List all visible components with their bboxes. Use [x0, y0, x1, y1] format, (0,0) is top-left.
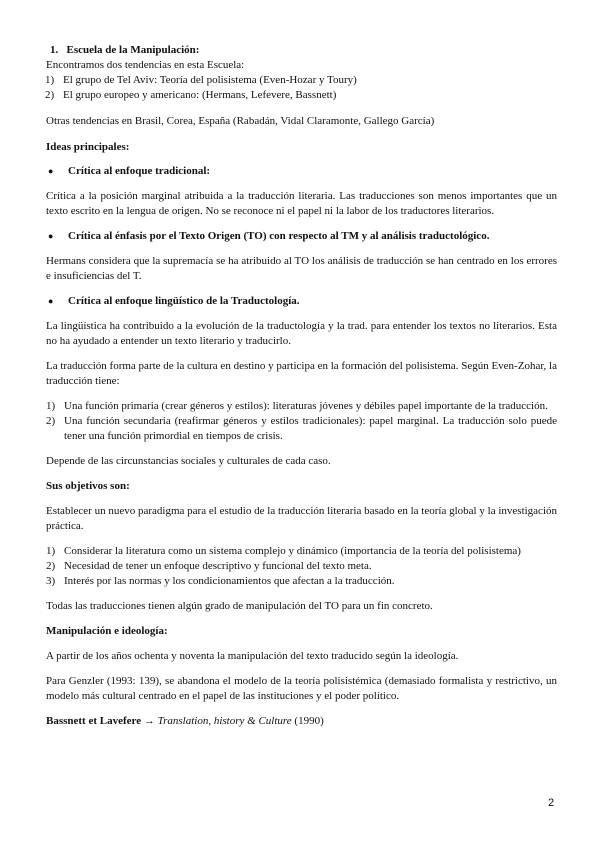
critica-heading-2: ● Crítica al énfasis por el Texto Origen (TO) con respecto al TM y al análisis traductológico.: [48, 230, 490, 242]
section-heading: [46, 43, 557, 58]
ideas-heading: Ideas principales:: [46, 141, 130, 153]
critica-body-2: Hermans considera que la supremacía se ha atribuido al TO los análisis de traducción se han centrado en los errores e insuficiencias del T.: [46, 255, 557, 282]
critica-body-3a: La lingüística ha contribuido a la evolución de la traductología y la trad. para entender los textos no literarios. Esta no ha ayudado a entender un texto literario y traducirlo.: [46, 320, 557, 347]
functions-list: [46, 399, 557, 444]
objetivos-body: Establecer un nuevo paradigma para el estudio de la traducción literaria basado en la teoría global y la investigación práctica.: [46, 505, 557, 532]
manipulacion-heading: Manipulación e ideología:: [46, 625, 168, 637]
bullet-icon: ●: [48, 231, 54, 241]
list-item: 1) El grupo de Tel Aviv: Teoría del polisistema (Even-Hozar y Toury): [45, 74, 357, 86]
critica-body-3b: La traducción forma parte de la cultura en destino y participa en la formación del polisistema. Según Even-Zohar, la traducción tiene:: [46, 360, 557, 387]
list-item: 1) Una función primaria (crear géneros y estilos): literaturas jóvenes y débiles papel importante de la traducción.: [46, 400, 548, 412]
reference-authors: Bassnett et Lavefere: [46, 715, 142, 727]
critica-body-1: Crítica a la posición marginal atribuida a la traducción literaria. Las traducciones son menos importantes que un texto escrito en la lengua de origen. No se reconoce ni el papel ni la labor de los traductores literarios.: [46, 190, 557, 217]
reference-year: (1990): [294, 715, 324, 727]
list-item: 2) El grupo europeo y americano: (Hermans, Lefevere, Bassnett): [45, 89, 337, 101]
section-number: 1.: [50, 44, 59, 56]
list-item: 1) Considerar la literatura como un sistema complejo y dinámico (importancia de la teoría del polisistema): [46, 545, 521, 557]
objetivos-heading: Sus objetivos son:: [46, 480, 130, 492]
depends-text: Depende de las circunstancias sociales y culturales de cada caso.: [46, 455, 331, 467]
reference-line: [46, 714, 557, 729]
list-item: 2) Necesidad de tener un enfoque descriptivo y funcional del texto meta.: [46, 560, 372, 572]
list-item: 3) Interés por las normas y los condicionamientos que afectan a la traducción.: [46, 575, 395, 587]
all-translations-text: Todas las traducciones tienen algún grado de manipulación del TO para un fin concreto.: [46, 600, 433, 612]
bullet-icon: ●: [48, 166, 54, 176]
page-number: 2: [548, 797, 555, 809]
reference-title: Translation, history & Culture: [157, 715, 292, 727]
manipulacion-body-1: A partir de los años ochenta y noventa la manipulación del texto traducido según la ideología.: [46, 650, 459, 662]
critica-heading-3: ● Crítica al enfoque lingüístico de la Traductología.: [48, 295, 300, 307]
arrow-icon: →: [143, 715, 155, 727]
manipulacion-body-2: Para Genzler (1993: 139), se abandona el modelo de la teoría polisistémica (demasiado formalista y restrictivo, un modelo más cultural centrado en el papel de las instituciones y el poder político.: [46, 675, 557, 702]
bullet-icon: ●: [48, 296, 54, 306]
objetivos-list: [46, 544, 557, 589]
other-tendencies-text: Otras tendencias en Brasil, Corea, España (Rabadán, Vidal Claramonte, Gallego García): [46, 115, 435, 127]
list-item: 2) Una función secundaria (reafirmar géneros y estilos tradicionales): papel marginal. La traducción solo puede tener una función primordial en tiempos de crisis.: [46, 415, 557, 442]
intro-text: Encontramos dos tendencias en esta Escuela:: [46, 59, 245, 71]
page-content: [46, 43, 557, 729]
tendencies-list: [45, 73, 557, 103]
section-title: Escuela de la Manipulación:: [66, 44, 200, 56]
critica-heading-1: ● Crítica al enfoque tradicional:: [48, 165, 211, 177]
